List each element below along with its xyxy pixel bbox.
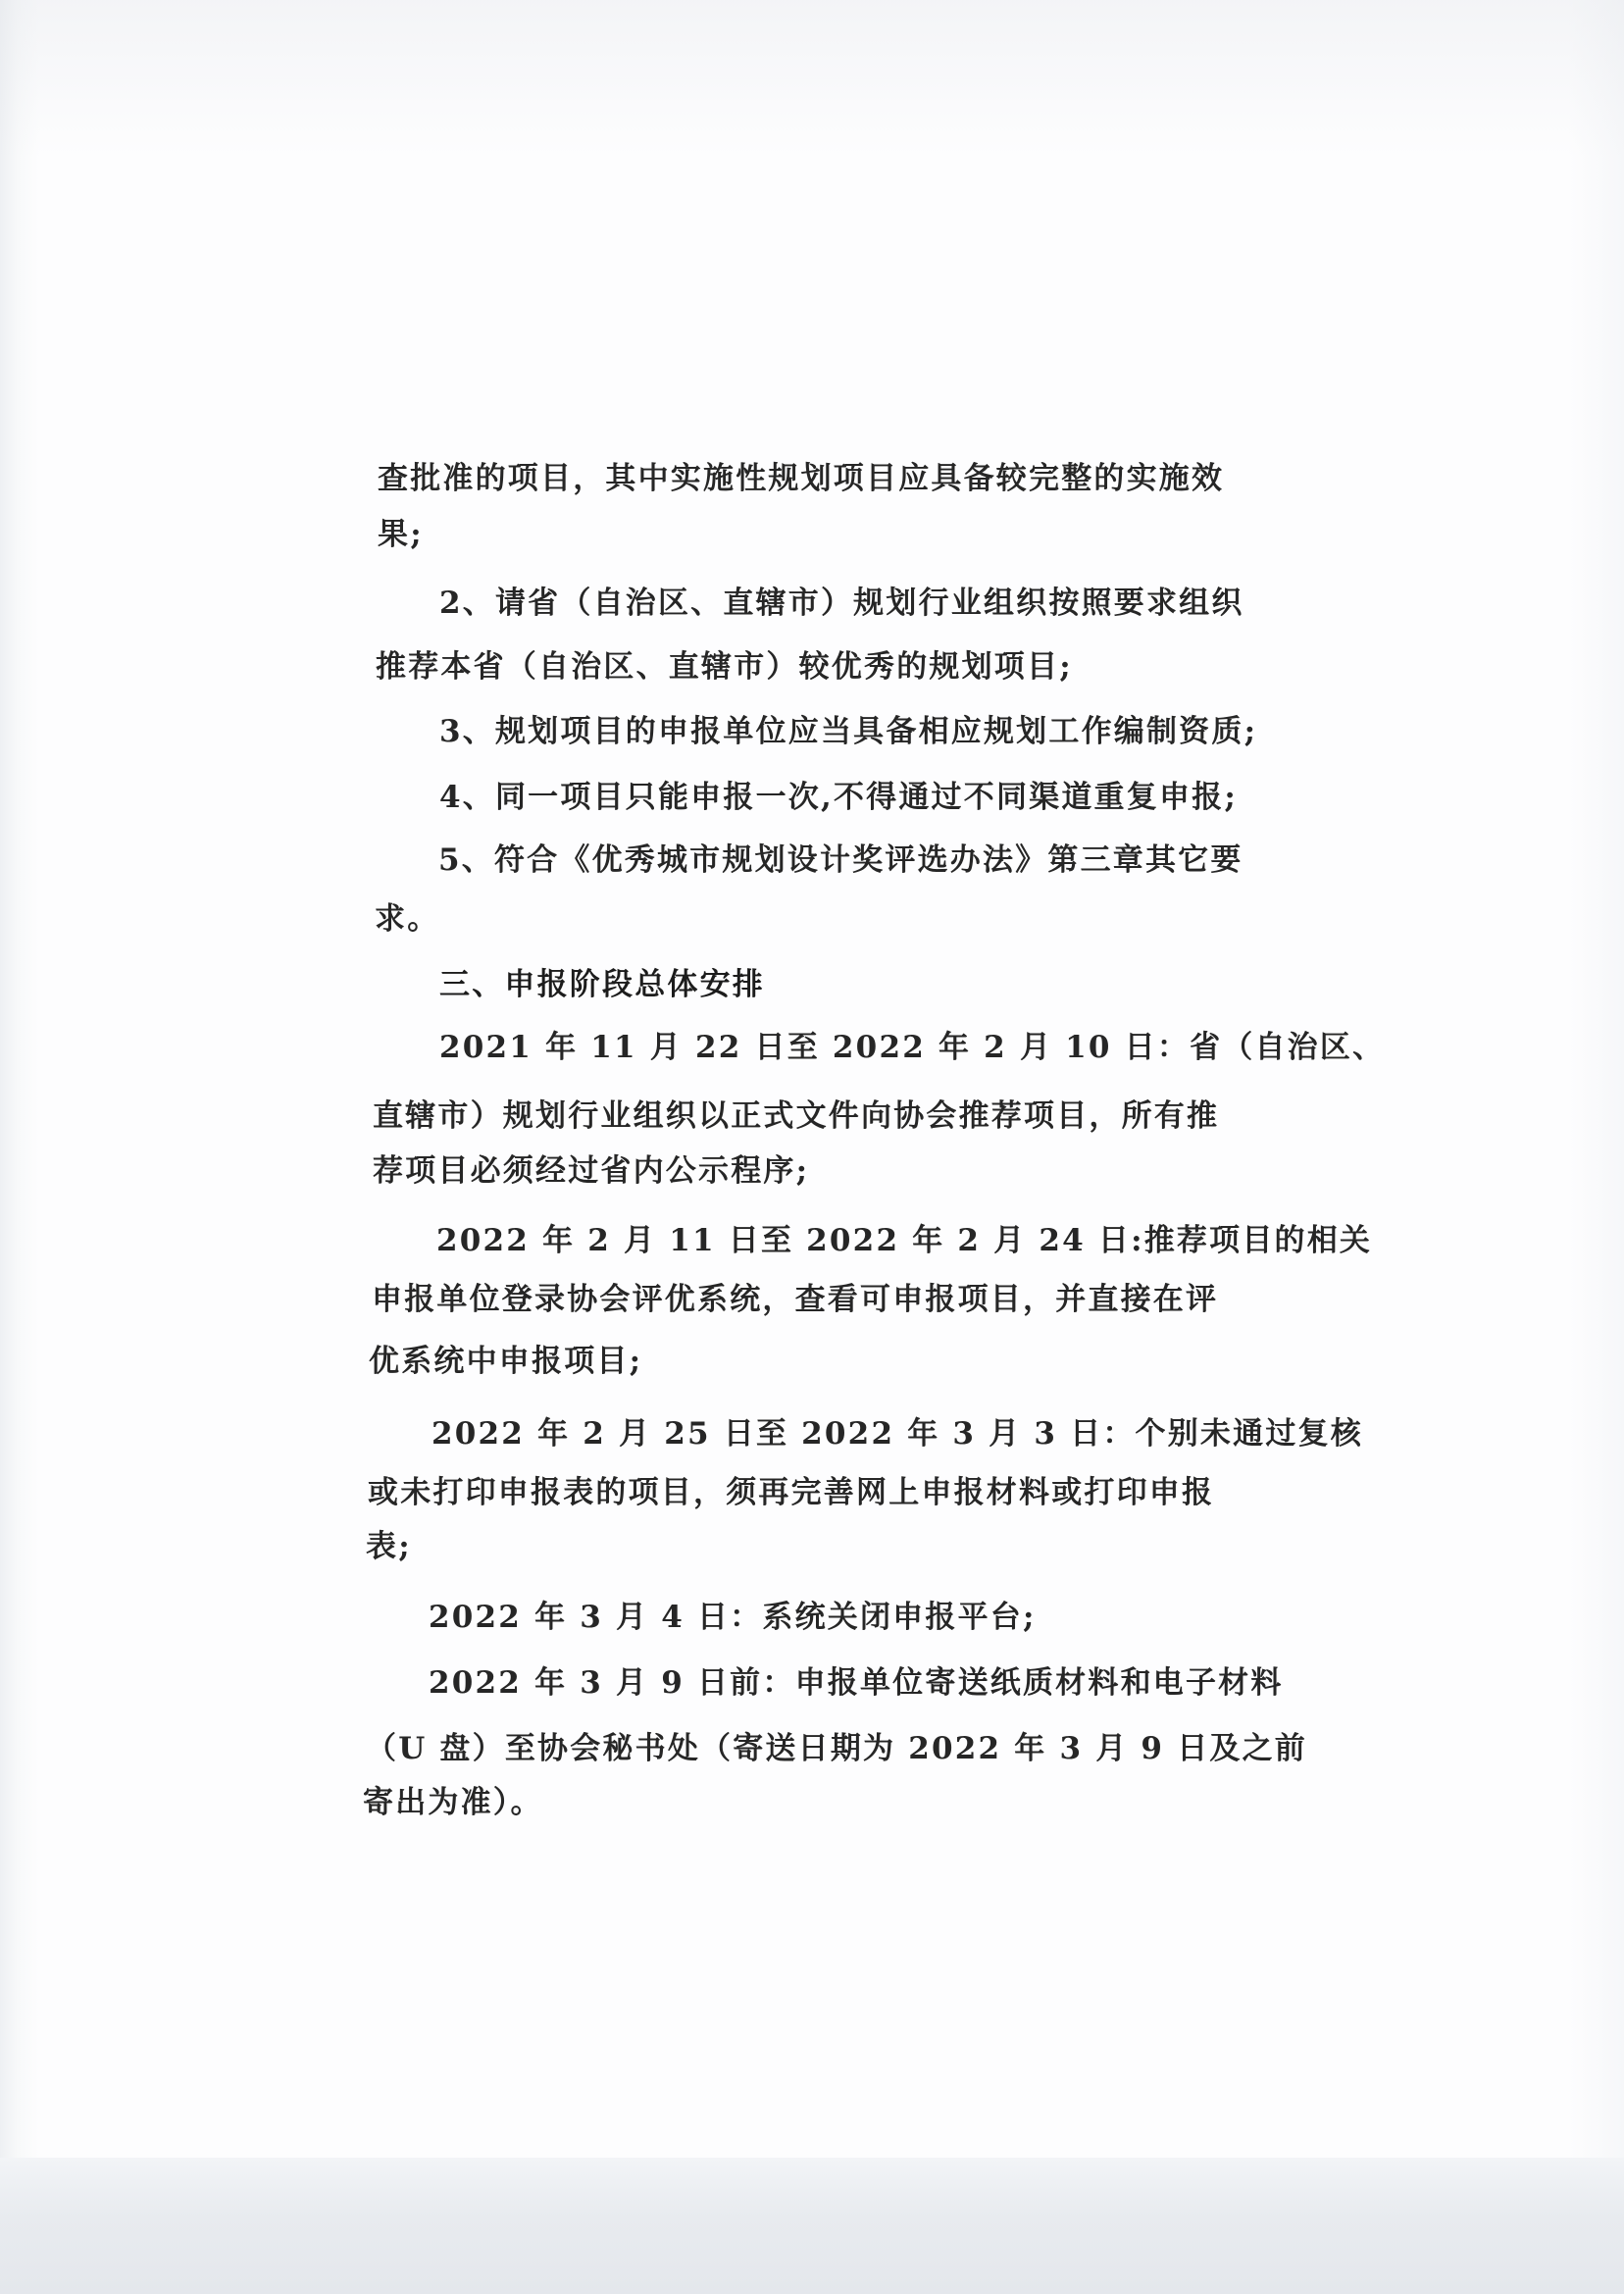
text-line: 2、请省（自治区、直辖市）规划行业组织按照要求组织	[439, 586, 1244, 621]
text-line: 查批准的项目，其中实施性规划项目应具备较完整的实施效	[378, 461, 1225, 496]
text-line: 果;	[378, 517, 424, 552]
section-heading: 三、申报阶段总体安排	[439, 967, 765, 1002]
text-line: 优系统中申报项目;	[369, 1344, 643, 1379]
text-line: 2021 年 11 月 22 日至 2022 年 2 月 10 日：省（自治区、	[439, 1030, 1386, 1065]
text-line: 推荐本省（自治区、直辖市）较优秀的规划项目;	[376, 649, 1073, 685]
text-line: 寄出为准）。	[363, 1785, 543, 1820]
text-line: 2022 年 2 月 11 日至 2022 年 2 月 24 日:推荐项目的相关	[436, 1223, 1373, 1258]
text-line: 2022 年 2 月 25 日至 2022 年 3 月 3 日：个别未通过复核	[431, 1416, 1363, 1452]
text-line: 2022 年 3 月 4 日：系统关闭申报平台;	[429, 1600, 1037, 1635]
text-line: 2022 年 3 月 9 日前：申报单位寄送纸质材料和电子材料	[429, 1665, 1284, 1701]
text-line: 5、符合《优秀城市规划设计奖评选办法》第三章其它要	[438, 842, 1243, 878]
text-line: 荐项目必须经过省内公示程序;	[373, 1153, 810, 1189]
scan-shading-bottom	[0, 2158, 1624, 2294]
text-line: 3、规划项目的申报单位应当具备相应规划工作编制资质;	[439, 714, 1258, 749]
text-line: 表;	[366, 1529, 412, 1564]
text-line: 申报单位登录协会评优系统，查看可申报项目，并直接在评	[372, 1282, 1219, 1317]
text-line: 直辖市）规划行业组织以正式文件向协会推荐项目，所有推	[373, 1098, 1220, 1134]
text-line: 或未打印申报表的项目，须再完善网上申报材料或打印申报	[368, 1475, 1215, 1510]
text-line: （U 盘）至协会秘书处（寄送日期为 2022 年 3 月 9 日及之前	[366, 1731, 1307, 1766]
text-line: 求。	[375, 901, 440, 937]
text-line: 4、同一项目只能申报一次,不得通过不同渠道重复申报;	[439, 780, 1239, 815]
scan-shading-top	[0, 0, 1624, 157]
